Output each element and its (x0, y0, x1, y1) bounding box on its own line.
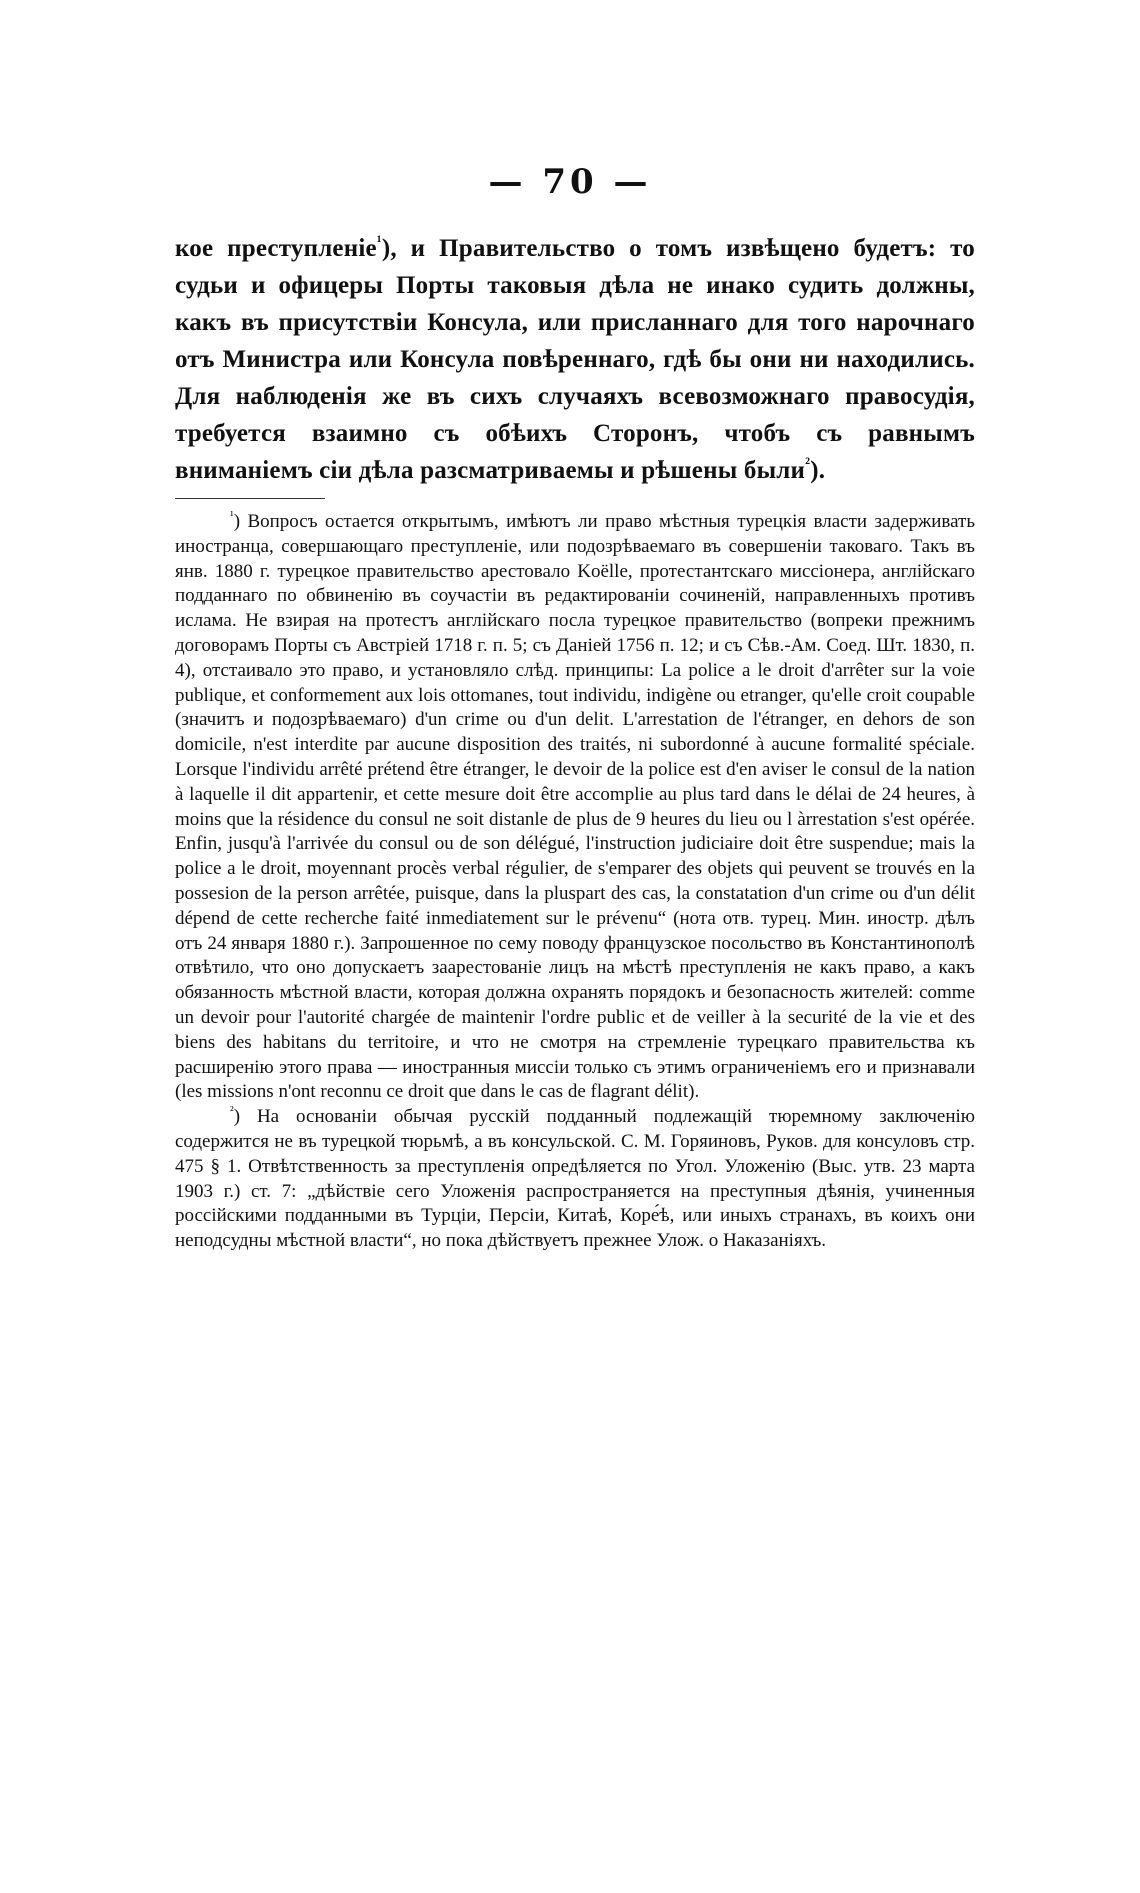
footnote-2 (175, 1105, 975, 1254)
footnote-2-marker: ² (230, 1103, 234, 1118)
page-number: — 70 — (488, 162, 652, 202)
main-paragraph (175, 230, 975, 489)
footnote-1-marker: ¹ (230, 508, 234, 523)
footnote-ref-1[interactable]: ¹ (376, 232, 382, 251)
main-text-end: ). (810, 457, 826, 484)
footnote-1 (175, 510, 975, 1105)
footnote-2-text: ) На основаніи обычая русскій подданный подлежащій тюремному заключенію содержится не въ турецкой тюрьмѣ, а въ консульской. С. М. Горяиновъ, Руков. для консуловъ стр. 475 § 1. Отвѣтственность за преступленія опредѣляется по Угол. Уложенію (Выс. утв. 23 марта 1903 г.) ст. 7: „дѣйствіе сего Уложенія распространяется на преступныя дѣянія, учиненныя россійскими подданными въ Турціи, Персіи, Китаѣ, Коре́ѣ, или иныхъ странахъ, въ коихъ они неподсудны мѣстной власти“, но пока дѣйствуетъ прежнее Улож. о Наказаніяхъ. (175, 1106, 975, 1252)
footnotes-section (175, 510, 975, 1254)
footnote-1-text: ) Вопросъ остается открытымъ, имѣютъ ли право мѣстныя турецкія власти задерживать иностранца, совершающаго преступленіе, или подозрѣваемаго въ совершеніи таковаго. Такъ въ янв. 1880 г. турецкое правительство арестовало Koëlle, протестантскаго миссіонера, англійскаго подданнаго по обвиненію въ соучастіи въ редактированіи сочиненій, направленныхъ противъ ислама. Не взирая на протестъ англійскаго посла турецкое правительство (вопреки прежнимъ договорамъ Порты съ Австріей 1718 г. п. 5; съ Даніей 1756 п. 12; и съ Сѣв.-Ам. Соед. Шт. 1830, п. 4), отстаивало это право, и установляло слѣд. принципы: La police a le droit d'arrêter sur la voie publique, et conformement aux lois ottomanes, tout individu, indigène ou etranger, qu'elle croit coupable (значитъ и подозрѣваемаго) d'un crime ou d'un delit. L'arrestation de l'étranger, en dehors de son domicile, n'est interdite par aucune disposition des traités, ni subordonné à aucune formalité spéciale. Lorsque l'individu arrêté prétend être étranger, le devoir de la police est d'en aviser le consul de la nation à laquelle il dit appartenir, et cette mesure doit être accomplie au plus tard dans le délai de 24 heures, à moins que la résidence du consul ne soit distanle de plus de 9 heures du lieu ou l àrrestation s'est opérée. Enfin, jusqu'à l'arrivée du consul ou de son délégué, l'instruction judiciaire doit être suspendue; mais la police a le droit, moyennant procès verbal régulier, de s'emparer des objets qui peuvent se trouvés en la possesion de la person arrêtée, puisque, dans la pluspart des cas, la constatation d'un crime ou d'un délit dépend de cette recherche faité inmediatement sur le prévenu“ (нота отв. турец. Мин. иностр. дѣлъ отъ 24 января 1880 г.). Запрошенное по сему поводу французское посольство въ Константинополѣ отвѣтило, что оно допускаетъ заарестованіе лицъ на мѣстѣ преступленія не какъ право, а какъ обязанность мѣстной власти, которая должна охранять порядокъ и безопасность жителей: comme un devoir pour l'autorité chargée de maintenir l'ordre public et de veiller à la securité de la vie et des biens des habitans du territoire, и что не смотря на стремленіе турецкаго правительства къ расширенію этого права — иностранныя миссіи только съ этимъ ограниченіемъ его и признавали (les missions n'ont reconnu ce droit que dans le cas de flagrant délit). (175, 511, 975, 1103)
main-text-start: кое преступленіе (175, 235, 377, 262)
footnote-ref-2[interactable]: ² (805, 454, 811, 473)
main-text-mid: ), и Правительство о томъ извѣщено будетъ: то судьи и офицеры Порты таковыя дѣла не инако судить должны, какъ въ присутствіи Консула, или присланнаго для того нарочнаго отъ Министра или Консула повѣреннаго, гдѣ бы они ни находились. Для наблюденія же въ сихъ случаяхъ всевозможнаго правосудія, требуется взаимно съ обѣихъ Сторонъ, чтобъ съ равнымъ вниманіемъ сіи дѣла разсматриваемы и рѣшены были (175, 235, 975, 484)
footnote-divider (175, 498, 325, 499)
